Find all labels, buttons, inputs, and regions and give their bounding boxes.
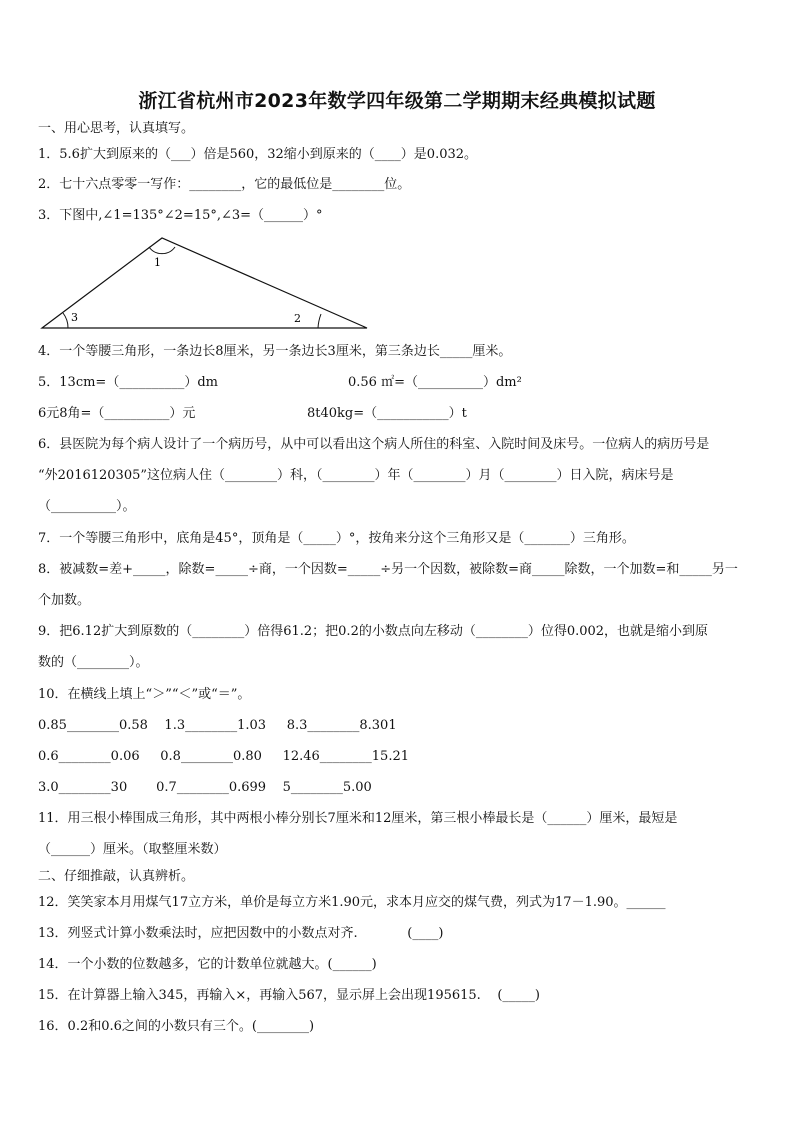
question-6-line3: （__________）。: [38, 499, 136, 514]
question-9-line2: 数的（________）。: [38, 655, 149, 670]
question-5c: 6元8角=（__________）元: [38, 406, 196, 421]
question-10-row3: 3.0________30 0.7________0.699 5________5.00: [38, 780, 372, 795]
angle-1-arc: [149, 247, 175, 254]
triangle-shape: [42, 238, 367, 328]
question-9-line1: 9．把6.12扩大到原数的（________）倍得61.2；把0.2的小数点向左移动（________）位得0.002，也就是缩小到原: [38, 624, 709, 639]
question-5b: 0.56 ㎡=（__________）dm²: [348, 375, 522, 390]
angle-3-label: 3: [71, 311, 78, 324]
page-title: 浙江省杭州市2023年数学四年级第二学期期末经典模拟试题: [138, 90, 656, 112]
question-5d: 8t40kg=（___________）t: [307, 406, 467, 421]
question-6-line1: 6．县医院为每个病人设计了一个病历号，从中可以看出这个病人所住的科室、入院时间及床号。一位病人的病历号是: [38, 437, 710, 452]
question-8-line1: 8．被减数=差+_____，除数=_____÷商，一个因数=_____÷另一个因数，被除数=商_____除数，一个加数=和_____另一: [38, 562, 738, 577]
question-7: 7．一个等腰三角形中，底角是45°，顶角是（_____）°，按角来分这个三角形又是（_______）三角形。: [38, 531, 635, 546]
angle-2-label: 2: [294, 312, 301, 325]
section-heading-2: 二、仔细推敲，认真辨析。: [38, 869, 195, 884]
question-11-line1: 11．用三根小棒围成三角形，其中两根小棒分别长7厘米和12厘米，第三根小棒最长是（______）厘米，最短是: [38, 811, 678, 826]
section-heading-1: 一、用心思考，认真填写。: [38, 121, 195, 136]
question-16: 16．0.2和0.6之间的小数只有三个。(________): [38, 1019, 315, 1034]
question-11-line2: （______）厘米。（取整厘米数）: [38, 842, 227, 857]
question-6-line2: “外2016120305”这位病人住（________）科，（________）年（________）月（________）日入院，病床号是: [38, 468, 674, 483]
question-14: 14．一个小数的位数越多，它的计数单位就越大。(______): [38, 957, 377, 972]
angle-1-label: 1: [154, 256, 161, 269]
question-4: 4．一个等腰三角形，一条边长8厘米，另一条边长3厘米，第三条边长_____厘米。: [38, 344, 512, 359]
question-12: 12．笑笑家本月用煤气17立方米，单价是每立方米1.90元，求本月应交的煤气费，列式为17－1.90。______: [38, 895, 666, 910]
question-3: 3．下图中,∠1=135°∠2=15°,∠3=（______）°: [38, 208, 323, 223]
question-1: 1．5.6扩大到原来的（___）倍是560，32缩小到原来的（____）是0.032。: [38, 147, 478, 162]
triangle-figure: [38, 234, 373, 334]
question-13: 13．列竖式计算小数乘法时，应把因数中的小数点对齐. (____): [38, 926, 444, 941]
question-8-line2: 个加数。: [38, 593, 91, 608]
question-10: 10．在横线上填上“＞”“＜”或“＝”。: [38, 687, 251, 702]
angle-2-arc: [318, 314, 321, 328]
question-10-row1: 0.85________0.58 1.3________1.03 8.3________8.301: [38, 718, 397, 733]
question-10-row2: 0.6________0.06 0.8________0.80 12.46________15.21: [38, 749, 409, 764]
angle-3-arc: [63, 313, 68, 328]
question-15: 15．在计算器上输入345，再输入×，再输入567，显示屏上会出现195615. (_____): [38, 988, 540, 1003]
question-2: 2．七十六点零零一写作：________，它的最低位是________位。: [38, 177, 411, 192]
question-5a: 5．13cm=（__________）dm: [38, 375, 218, 390]
